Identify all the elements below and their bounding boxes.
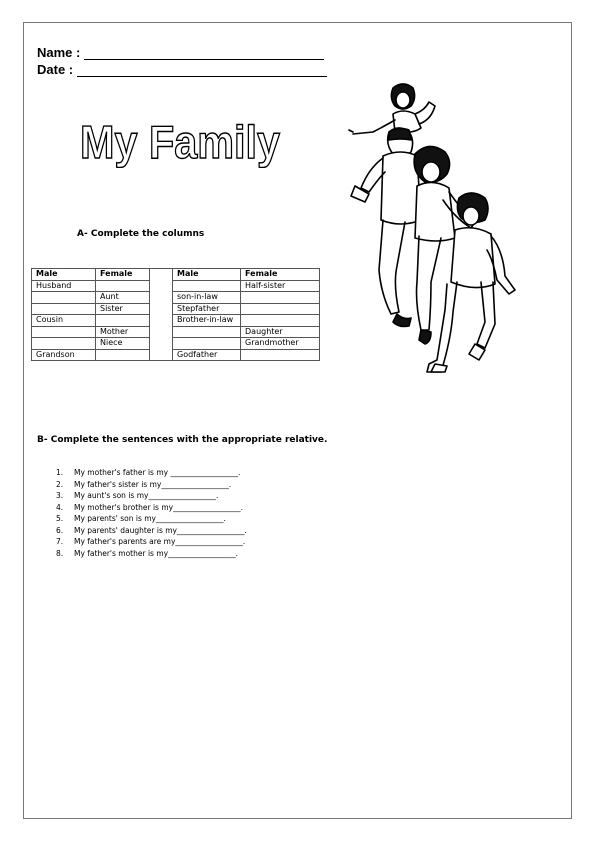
table-cell[interactable] bbox=[32, 338, 96, 350]
table-cell[interactable]: Cousin bbox=[32, 315, 96, 327]
header-female-1: Female bbox=[96, 269, 150, 281]
table-row bbox=[32, 326, 320, 338]
table-cell[interactable] bbox=[173, 326, 241, 338]
family-illustration bbox=[345, 76, 525, 381]
item-number: 2. bbox=[56, 479, 64, 489]
table-cell[interactable] bbox=[32, 303, 96, 315]
sentence-text: My aunt's son is my__________________. bbox=[74, 491, 219, 500]
date-blank[interactable] bbox=[77, 64, 327, 77]
item-number: 8. bbox=[56, 548, 64, 558]
list-item[interactable] bbox=[56, 490, 247, 502]
list-item[interactable] bbox=[56, 548, 247, 560]
sentence-text: My parents' son is my__________________. bbox=[74, 514, 226, 523]
sentence-text: My parents' daughter is my__________________. bbox=[74, 525, 247, 535]
table-cell[interactable]: Aunt bbox=[96, 292, 150, 304]
table-cell[interactable]: Brother-in-law bbox=[173, 315, 241, 327]
item-number: 3. bbox=[56, 491, 64, 500]
sentence-text: My mother's father is my __________________. bbox=[74, 468, 241, 477]
list-item[interactable] bbox=[56, 513, 247, 525]
table-cell[interactable]: Daughter bbox=[241, 326, 320, 338]
table-cell[interactable] bbox=[173, 338, 241, 350]
table-cell[interactable]: son-in-law bbox=[173, 292, 241, 304]
table-cell[interactable] bbox=[173, 280, 241, 292]
table-row bbox=[32, 280, 320, 292]
sentence-text: My father's sister is my__________________. bbox=[74, 479, 232, 489]
table-cell[interactable] bbox=[241, 349, 320, 361]
table-cell[interactable] bbox=[96, 280, 150, 292]
table-cell[interactable] bbox=[241, 315, 320, 327]
item-number: 7. bbox=[56, 537, 64, 546]
table-cell[interactable] bbox=[96, 349, 150, 361]
header-female-2: Female bbox=[241, 269, 320, 281]
table-cell[interactable]: Grandmother bbox=[241, 338, 320, 350]
section-a-heading: A- Complete the columns bbox=[77, 229, 205, 239]
table-cell[interactable] bbox=[241, 292, 320, 304]
list-item[interactable] bbox=[56, 479, 247, 491]
table-cell[interactable]: Niece bbox=[96, 338, 150, 350]
table-divider bbox=[150, 269, 173, 361]
page-title bbox=[78, 110, 288, 168]
list-item[interactable] bbox=[56, 467, 247, 479]
table-row bbox=[32, 338, 320, 350]
header-male-2: Male bbox=[173, 269, 241, 281]
table-cell[interactable]: Half-sister bbox=[241, 280, 320, 292]
relatives-table bbox=[31, 268, 320, 361]
table-row bbox=[32, 292, 320, 304]
item-number: 5. bbox=[56, 514, 64, 523]
table-row bbox=[32, 315, 320, 327]
table-cell[interactable]: Husband bbox=[32, 280, 96, 292]
item-number: 4. bbox=[56, 502, 64, 512]
sentence-text: My father's parents are my__________________. bbox=[74, 537, 246, 546]
name-field[interactable] bbox=[37, 45, 324, 60]
table-cell[interactable]: Stepfather bbox=[173, 303, 241, 315]
table-row bbox=[32, 349, 320, 361]
list-item[interactable] bbox=[56, 525, 247, 537]
table-cell[interactable] bbox=[96, 315, 150, 327]
table-cell[interactable]: Mother bbox=[96, 326, 150, 338]
table-cell[interactable]: Grandson bbox=[32, 349, 96, 361]
sentence-text: My father's mother is my__________________. bbox=[74, 548, 238, 558]
item-number: 6. bbox=[56, 525, 64, 535]
item-number: 1. bbox=[56, 468, 64, 477]
table-cell[interactable] bbox=[32, 326, 96, 338]
table-row bbox=[32, 303, 320, 315]
date-label: Date : bbox=[37, 62, 74, 77]
name-blank[interactable] bbox=[84, 47, 324, 60]
list-item[interactable] bbox=[56, 502, 247, 514]
list-item[interactable] bbox=[56, 536, 247, 548]
table-cell[interactable]: Godfather bbox=[173, 349, 241, 361]
table-cell[interactable]: Sister bbox=[96, 303, 150, 315]
sentence-text: My mother's brother is my__________________. bbox=[74, 502, 243, 512]
date-field[interactable] bbox=[37, 62, 327, 77]
sentence-list bbox=[56, 467, 247, 559]
name-label: Name : bbox=[37, 45, 81, 60]
header-male-1: Male bbox=[32, 269, 96, 281]
section-b-heading: B- Complete the sentences with the appropriate relative. bbox=[37, 435, 328, 445]
table-cell[interactable] bbox=[241, 303, 320, 315]
table-cell[interactable] bbox=[32, 292, 96, 304]
page-title-text: My Family bbox=[80, 116, 281, 168]
